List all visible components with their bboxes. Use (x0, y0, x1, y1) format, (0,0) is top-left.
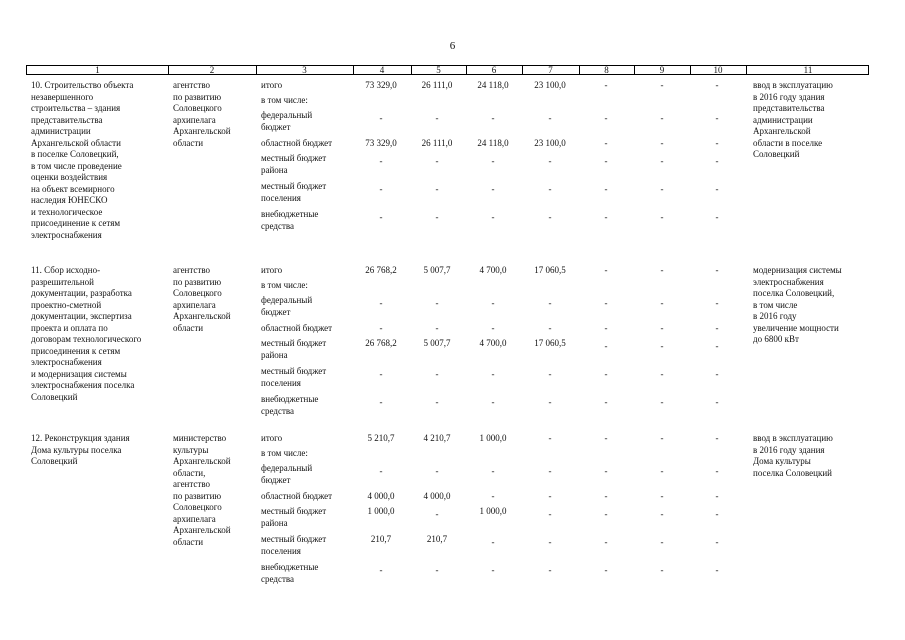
empty-value: - (435, 156, 439, 166)
header-col-1: 1 (95, 65, 100, 75)
header-divider (690, 66, 691, 74)
empty-value: - (379, 397, 383, 407)
amount-value: 5 007,7 (423, 265, 451, 275)
empty-value: - (491, 466, 495, 476)
header-col-2: 2 (209, 65, 215, 75)
header-divider (353, 66, 354, 74)
row-11-result: модернизация системы электроснабжения поселка Соловецкий, в том числе в 2016 году увеличение мощности до 6800 кВт (753, 265, 842, 344)
amount-value: 26 768,2 (365, 265, 397, 275)
empty-value: - (715, 341, 719, 351)
row-11-title: 11. Сбор исходно- разрешительной документации, разработка проектно-сметной документации, экспертиза проекта и оплата по договорам технологического присоединения к сетям электроснабжения и модернизация системы электроснабжения поселка Соловецкий (31, 265, 142, 402)
header-divider (522, 66, 523, 74)
empty-value: - (660, 298, 664, 308)
amount-value: 5 007,7 (423, 338, 451, 348)
row-10-executor: агентство по развитию Соловецкого архипелага Архангельской области (173, 80, 231, 148)
page-number: 6 (449, 40, 456, 52)
header-col-8: 8 (604, 65, 609, 75)
row-12-result: ввод в эксплуатацию в 2016 году здания Дома культуры поселка Соловецкий (753, 433, 833, 478)
amount-value: 24 118,0 (477, 138, 509, 148)
empty-value: - (491, 537, 495, 547)
header-col-11: 11 (803, 65, 813, 75)
empty-value: - (604, 323, 608, 333)
empty-value: - (715, 212, 719, 222)
empty-value: - (379, 466, 383, 476)
empty-value: - (604, 212, 608, 222)
empty-value: - (379, 323, 383, 333)
empty-value: - (491, 369, 495, 379)
funding-source-label: в том числе: (261, 280, 308, 290)
row-11-executor: агентство по развитию Соловецкого архипелага Архангельской области (173, 265, 231, 333)
empty-value: - (548, 156, 552, 166)
empty-value: - (548, 565, 552, 575)
funding-source-label: областной бюджет (261, 323, 333, 333)
amount-value: 4 700,0 (479, 338, 507, 348)
empty-value: - (660, 491, 664, 501)
header-divider (579, 66, 580, 74)
empty-value: - (715, 138, 719, 148)
empty-value: - (604, 509, 608, 519)
empty-value: - (660, 509, 664, 519)
empty-value: - (379, 369, 383, 379)
empty-value: - (548, 184, 552, 194)
empty-value: - (604, 184, 608, 194)
funding-source-label: местный бюджет поселения (261, 181, 327, 203)
empty-value: - (660, 138, 664, 148)
empty-value: - (660, 184, 664, 194)
empty-value: - (435, 184, 439, 194)
empty-value: - (435, 565, 439, 575)
amount-value: 4 000,0 (423, 491, 451, 501)
amount-value: 5 210,7 (367, 433, 395, 443)
empty-value: - (604, 369, 608, 379)
amount-value: 17 060,5 (534, 265, 566, 275)
header-col-3: 3 (302, 65, 307, 75)
empty-value: - (715, 298, 719, 308)
funding-source-label: внебюджетные средства (261, 562, 319, 584)
funding-source-label: в том числе: (261, 448, 308, 458)
funding-source-label: федеральный бюджет (261, 295, 313, 317)
header-col-4: 4 (379, 65, 385, 75)
funding-source-label: в том числе: (261, 95, 308, 105)
amount-value: 17 060,5 (534, 338, 566, 348)
empty-value: - (491, 298, 495, 308)
empty-value: - (379, 113, 383, 123)
amount-value: 4 000,0 (367, 491, 395, 501)
row-10-result: ввод в эксплуатацию в 2016 году здания представительства администрации Архангельской области в поселке Соловецкий (753, 80, 833, 159)
funding-source-label: местный бюджет района (261, 506, 327, 528)
empty-value: - (548, 433, 552, 443)
amount-value: 24 118,0 (477, 80, 509, 90)
row-10-title: 10. Строительство объекта незавершенного строительства – здания представительства администрации Архангельской области в поселке Соловецкий, в том числе проведение оценки воздействия на объект всемирного наследия ЮНЕСКО и технологическое присоединение к сетям электроснабжения (31, 80, 134, 240)
empty-value: - (491, 113, 495, 123)
empty-value: - (435, 298, 439, 308)
empty-value: - (548, 323, 552, 333)
empty-value: - (548, 113, 552, 123)
empty-value: - (379, 565, 383, 575)
amount-value: 1 000,0 (367, 506, 395, 516)
empty-value: - (660, 537, 664, 547)
amount-value: 23 100,0 (534, 138, 566, 148)
empty-value: - (660, 265, 664, 275)
empty-value: - (660, 565, 664, 575)
empty-value: - (715, 156, 719, 166)
empty-value: - (491, 491, 495, 501)
empty-value: - (435, 509, 439, 519)
amount-value: 210,7 (370, 534, 392, 544)
empty-value: - (715, 184, 719, 194)
empty-value: - (660, 466, 664, 476)
funding-source-label: итого (261, 265, 283, 275)
empty-value: - (435, 113, 439, 123)
amount-value: 23 100,0 (534, 80, 566, 90)
funding-source-label: местный бюджет поселения (261, 534, 327, 556)
funding-source-label: внебюджетные средства (261, 394, 319, 416)
empty-value: - (660, 323, 664, 333)
header-col-5: 5 (436, 65, 441, 75)
amount-value: 26 111,0 (421, 138, 453, 148)
empty-value: - (715, 509, 719, 519)
empty-value: - (604, 565, 608, 575)
empty-value: - (548, 491, 552, 501)
funding-source-label: местный бюджет поселения (261, 366, 327, 388)
empty-value: - (379, 184, 383, 194)
empty-value: - (548, 466, 552, 476)
empty-value: - (548, 369, 552, 379)
header-divider (411, 66, 412, 74)
empty-value: - (715, 265, 719, 275)
empty-value: - (379, 298, 383, 308)
amount-value: 4 700,0 (479, 265, 507, 275)
amount-value: 73 329,0 (365, 138, 397, 148)
empty-value: - (715, 113, 719, 123)
amount-value: 1 000,0 (479, 433, 507, 443)
funding-source-label: областной бюджет (261, 491, 333, 501)
header-divider (256, 66, 257, 74)
empty-value: - (604, 466, 608, 476)
amount-value: 26 111,0 (421, 80, 453, 90)
empty-value: - (604, 113, 608, 123)
empty-value: - (379, 212, 383, 222)
empty-value: - (548, 397, 552, 407)
empty-value: - (715, 323, 719, 333)
header-col-7: 7 (548, 65, 553, 75)
empty-value: - (548, 298, 552, 308)
empty-value: - (660, 369, 664, 379)
funding-source-label: итого (261, 80, 283, 90)
empty-value: - (660, 433, 664, 443)
row-12-executor: министерство культуры Архангельской области, агентство по развитию Соловецкого архипелага Архангельской области (173, 433, 231, 547)
empty-value: - (715, 369, 719, 379)
empty-value: - (379, 156, 383, 166)
empty-value: - (660, 80, 664, 90)
empty-value: - (435, 323, 439, 333)
empty-value: - (715, 433, 719, 443)
empty-value: - (604, 298, 608, 308)
header-divider (168, 66, 169, 74)
empty-value: - (604, 341, 608, 351)
empty-value: - (604, 491, 608, 501)
empty-value: - (715, 565, 719, 575)
funding-source-label: областной бюджет (261, 138, 333, 148)
row-12-title: 12. Реконструкция здания Дома культуры поселка Соловецкий (31, 433, 130, 466)
header-divider (746, 66, 747, 74)
empty-value: - (604, 265, 608, 275)
empty-value: - (491, 397, 495, 407)
empty-value: - (604, 433, 608, 443)
empty-value: - (604, 156, 608, 166)
empty-value: - (491, 323, 495, 333)
empty-value: - (548, 509, 552, 519)
header-col-6: 6 (491, 65, 497, 75)
empty-value: - (435, 369, 439, 379)
empty-value: - (660, 341, 664, 351)
empty-value: - (604, 537, 608, 547)
empty-value: - (715, 80, 719, 90)
empty-value: - (491, 156, 495, 166)
empty-value: - (435, 466, 439, 476)
funding-source-label: федеральный бюджет (261, 110, 313, 132)
empty-value: - (435, 397, 439, 407)
empty-value: - (548, 212, 552, 222)
empty-value: - (491, 212, 495, 222)
empty-value: - (604, 138, 608, 148)
amount-value: 1 000,0 (479, 506, 507, 516)
amount-value: 4 210,7 (423, 433, 451, 443)
empty-value: - (660, 113, 664, 123)
funding-source-label: местный бюджет района (261, 153, 327, 175)
empty-value: - (715, 397, 719, 407)
empty-value: - (715, 466, 719, 476)
empty-value: - (660, 212, 664, 222)
empty-value: - (604, 397, 608, 407)
amount-value: 210,7 (426, 534, 448, 544)
funding-source-label: федеральный бюджет (261, 463, 313, 485)
empty-value: - (604, 80, 608, 90)
header-col-9: 9 (659, 65, 665, 75)
header-divider (466, 66, 467, 74)
empty-value: - (660, 156, 664, 166)
empty-value: - (491, 184, 495, 194)
empty-value: - (660, 397, 664, 407)
empty-value: - (548, 537, 552, 547)
empty-value: - (715, 537, 719, 547)
header-col-10: 10 (713, 65, 723, 75)
header-divider (634, 66, 635, 74)
table-header (26, 65, 869, 75)
funding-source-label: местный бюджет района (261, 338, 327, 360)
empty-value: - (491, 565, 495, 575)
amount-value: 73 329,0 (365, 80, 397, 90)
funding-source-label: итого (261, 433, 283, 443)
funding-source-label: внебюджетные средства (261, 209, 319, 231)
amount-value: 26 768,2 (365, 338, 397, 348)
empty-value: - (715, 491, 719, 501)
empty-value: - (435, 212, 439, 222)
